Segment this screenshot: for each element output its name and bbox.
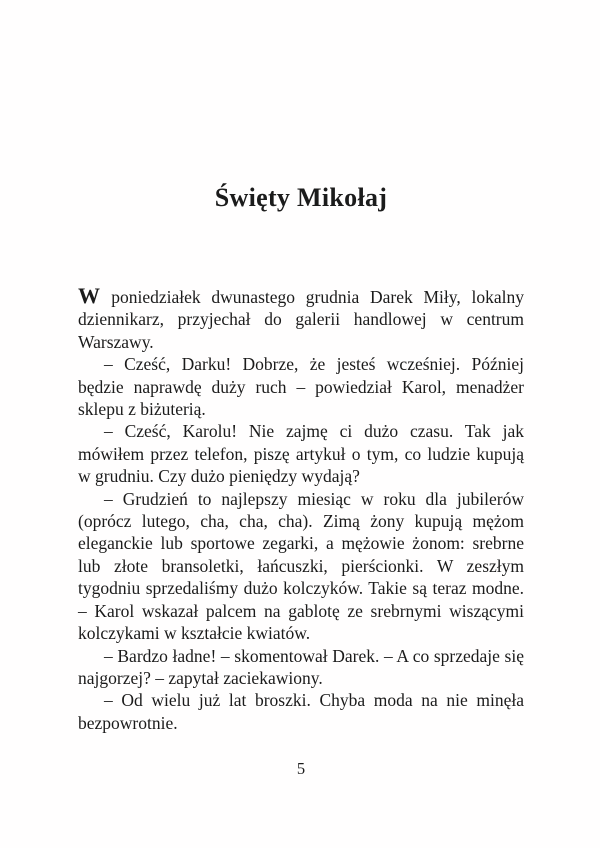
page-number: 5 — [296, 759, 306, 778]
paragraph — [78, 285, 524, 353]
paragraph-text: poniedziałek dwunastego grudnia Darek Miły, lokalny dziennikarz, przyjechał do galerii handlowej w centrum Warszawy. — [78, 287, 525, 352]
chapter-title: Święty Mikołaj — [214, 183, 388, 212]
lead-capital: W — [78, 283, 101, 308]
paragraph: – Cześć, Darku! Dobrze, że jesteś wcześniej. Później będzie naprawdę duży ruch – powiedział Karol, menadżer sklepu z biżuterią. — [78, 354, 524, 420]
text-block — [78, 183, 524, 734]
paragraph: – Bardzo ładne! – skomentował Darek. – A co sprzedaje się najgorzej? – zapytał zaciekawiony. — [78, 645, 524, 688]
paragraph: – Cześć, Karolu! Nie zajmę ci dużo czasu. Tak jak mówiłem przez telefon, piszę artykuł o tym, co ludzie kupują w grudniu. Czy dużo pieniędzy wydają? — [78, 421, 524, 487]
paragraph: – Od wielu już lat broszki. Chyba moda na nie minęła bezpowrotnie. — [78, 690, 524, 733]
paragraph: – Grudzień to najlepszy miesiąc w roku dla jubilerów (oprócz lutego, cha, cha, cha). Zimą żony kupują mężom eleganckie lub sportowe zegarki, a mężowie żonom: srebrne lub złote bransoletki, łańcuszki, pierścionki. W zeszłym tygodniu sprzedaliśmy dużo kolczyków. Takie są teraz modne. – Karol wskazał palcem na gablotę ze srebrnymi wiszącymi kolczykami w kształcie kwiatów. — [78, 488, 524, 644]
body-text — [78, 285, 524, 734]
